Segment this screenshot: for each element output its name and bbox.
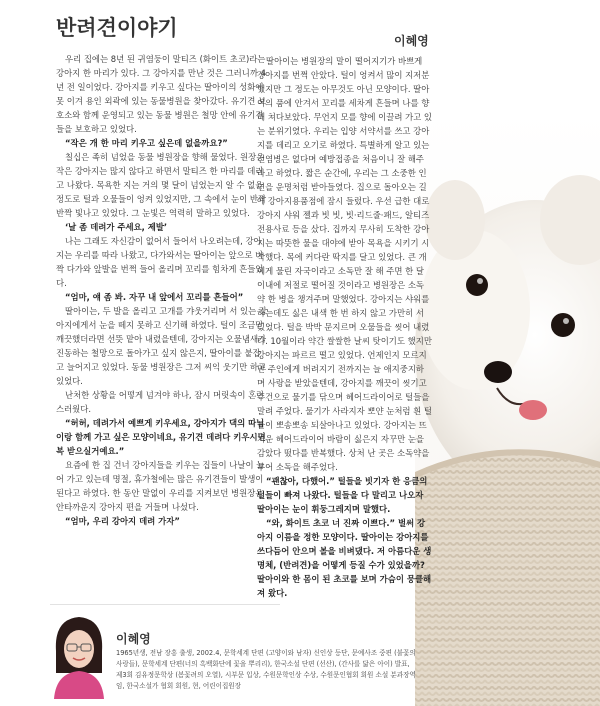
dialogue-line: “엄마, 우리 강아지 데려 가자” [65,516,180,526]
dialogue-line: “와, 화이트 초코 너 진짜 이쁘다.” 벌써 강아지 이름을 정한 모양이다. 딸아이는 강아지를 쓰다듬어 안으며 볼을 비벼댔다. 저 아름다운 생명체, (반려견)을 어떻게 등질 수가 있었을까? 딸아이와 한 몸이 된 초코를 보며 가슴이 뭉클해져 왔다. [257,518,432,598]
paragraph: 난처한 상황을 어떻게 넘겨야 하나, 잠시 머릿속이 혼란스러웠다. [56,390,265,414]
paragraph: 요즘에 한 집 건너 강아지들을 키우는 집들이 나날이 늘어 가고 있는데 명절, 휴가철에는 많은 유기견들이 발생이 된다고 하였다. 한 동안 말없이 우리를 지켜보던 병원장은 안타까운지 강아지 편을 거들며 나섰다. [56,460,265,512]
dialogue-line: “괜찮아, 다했어.” 털들을 빗기자 한 응큼의 털들이 빠져 나왔다. 털들을 다 말리고 나오자 딸아이는 눈이 휘둥그레지며 말했다. [257,476,428,514]
dog-photo [415,110,600,706]
bio-text: 1965년생, 전남 장흥 출생, 2002.4, 문학세계 단편 (고양이와 남자) 신인상 등단, 문예사조 중편 (불꽃의 사랑들), 문학세계 단편(너의 흑백화단에 꽃을 뿌리리), 한국소설 단편 (선산), (간사를 닮은 아이) 발표, 제3회 김유정문학상 (봄꽃려의 오열), 시부문 입상, 수원문학인상 수상, 수원문인협회 회원 소설 분과장역임, 한국소설가 협회 회원, 현, 어린이집원장 [116,649,416,690]
dialogue-line: “엄마, 얘 좀 봐. 자꾸 내 앞에서 꼬리를 흔들어” [65,292,244,302]
page-title: 반려견이야기 [56,15,178,40]
dialogue-line: ‘날 좀 데려가 주세요, 제발’ [65,222,168,232]
article-column-1 [56,52,268,528]
dialogue-line: “작은 개 한 마리 키우고 싶은데 없을까요?” [65,138,228,148]
dialogue-line: “허허, 데려가서 예쁘게 키우세요, 강아지가 댁의 따님이랑 함께 가고 싶은 모양이네요, 유기견 데려다 키우시면 복 받으실거예요.” [56,418,266,456]
author-photo [50,611,108,699]
bio-name: 이혜영 [116,632,151,646]
paragraph: 우리 집에는 8년 된 귀염둥이 말티즈 (화이트 초코)라는 강아지 한 마리가 있다. 그 강아지를 만난 것은 그러니까 4년 전 일이었다. 강아지를 키우고 싶다는 딸아이의 성화에 못 이겨 용인 외곽에 있는 동물병원을 찾아갔다. 유기견 보호소와 함께 운영되고 있는 동물 병원은 철망 안에 유기견들을 보호하고 있었다. [56,54,267,134]
article-column-2 [257,54,432,600]
paragraph: 딸아이는, 두 발을 올리고 고개를 갸웃거리며 서 있는 강아지에게서 눈을 떼지 못하고 신기해 하였다. 털이 조금만 깨끗했더라면 선뜻 맡아 내렸을텐데, 강아지는 오물냄새가 진동하는 철망으로 돌아가고 싶지 않은지, 딸아이를 붙잡고 늘어지고 있었다. 동물 병원장은 그저 씨익 웃기만 하고 있었다. [56,306,267,386]
paragraph: 나는 그래도 자신감이 없어서 들어서 나오려는데, 강아지는 우리를 따라 나왔고, 다가와서는 딸아이는 앞으로 바짝 다가와 앞발을 번쩍 들어 올리며 꼬리를 힘차게 흔들었다. [56,236,264,288]
paragraph: 칠십은 족히 넘었을 동물 병원장을 향해 물었다. 원장은 작은 강아지는 많지 않다고 하면서 말티즈 한 마리를 데리고 나왔다. 목욕한 지는 거의 몇 달이 넘었는지 알 수 없을 정도로 털과 오물들이 엉켜 있었지만, 그 속에서 눈이 반짝반짝 빛나고 있었다. 그 눈빛은 역력히 말하고 있었다. [56,152,267,218]
bio-divider [50,604,280,605]
author-byline: 이혜영 [394,34,429,48]
paragraph: 딸아이는 병원장의 말이 떨어지기가 바쁘게 강아지를 번쩍 안았다. 털이 엉켜서 많이 지저분했지만 그 정도는 아무것도 아닌 모양이다. 딸아이의 품에 안겨서 꼬리를 세차게 흔들며 나를 향해 쳐다보았다. 무언지 모를 향에 이끌려 가고 있는 분위기였다. 우리는 입양 서약서를 쓰고 강아지를 데리고 오기로 하였다. 특별하게 알고 있는 전염병은 없다며 예방접종을 처음이니 잘 해주라고 하였다. 짧은 순간에, 우리는 그 소중한 인연을 운명처럼 받아들였다. 집으로 돌아오는 길에 강아지용품점에 잠시 들렀다. 우선 급한 대로 강아지 샤워 젤과 빗 빗, 빗·리드줄·패드, 알티즈 전용사료 등을 샀다. 집까지 무사히 도착한 강아지는 따뜻한 물을 대야에 받아 목욕을 시키기 시작했다. 목에 커다란 딱지를 달고 있었다. 큰 개에게 물린 자국이라고 소독만 잘 해 주면 한 달 이내에 저절로 떨어질 것이라고 병원장은 소독약 한 병을 챙겨주며 말했었다. 강아지는 샤워를 하는데도 싫은 내색 한 번 하지 않고 가만히 서 있었다. 털을 박박 문지르며 오물들을 씻어 내렸다. 10월이라 약간 쌀쌀한 날씨 탓이기도 했지만 강아지는 파르르 떨고 있었다. 언제인지 모르지만 주인에게 버려지기 전까지는 늘 애지중지하며 사랑을 받았을텐데, 강아지를 깨끗이 씻기고 수건으로 물기를 닦으며 헤어드라이어로 털들을 말려 주었다. 물기가 사라지자 뽀얀 눈처럼 흰 털들이 뽀송뽀송 되살아나고 있었다. 강아지는 뜨거운 헤어드라이어 바람이 싫은지 자꾸만 눈을 감았다 떴다를 반복했다. 상처 난 곳은 소독약을 부어 소독을 해주었다. [257,56,433,472]
